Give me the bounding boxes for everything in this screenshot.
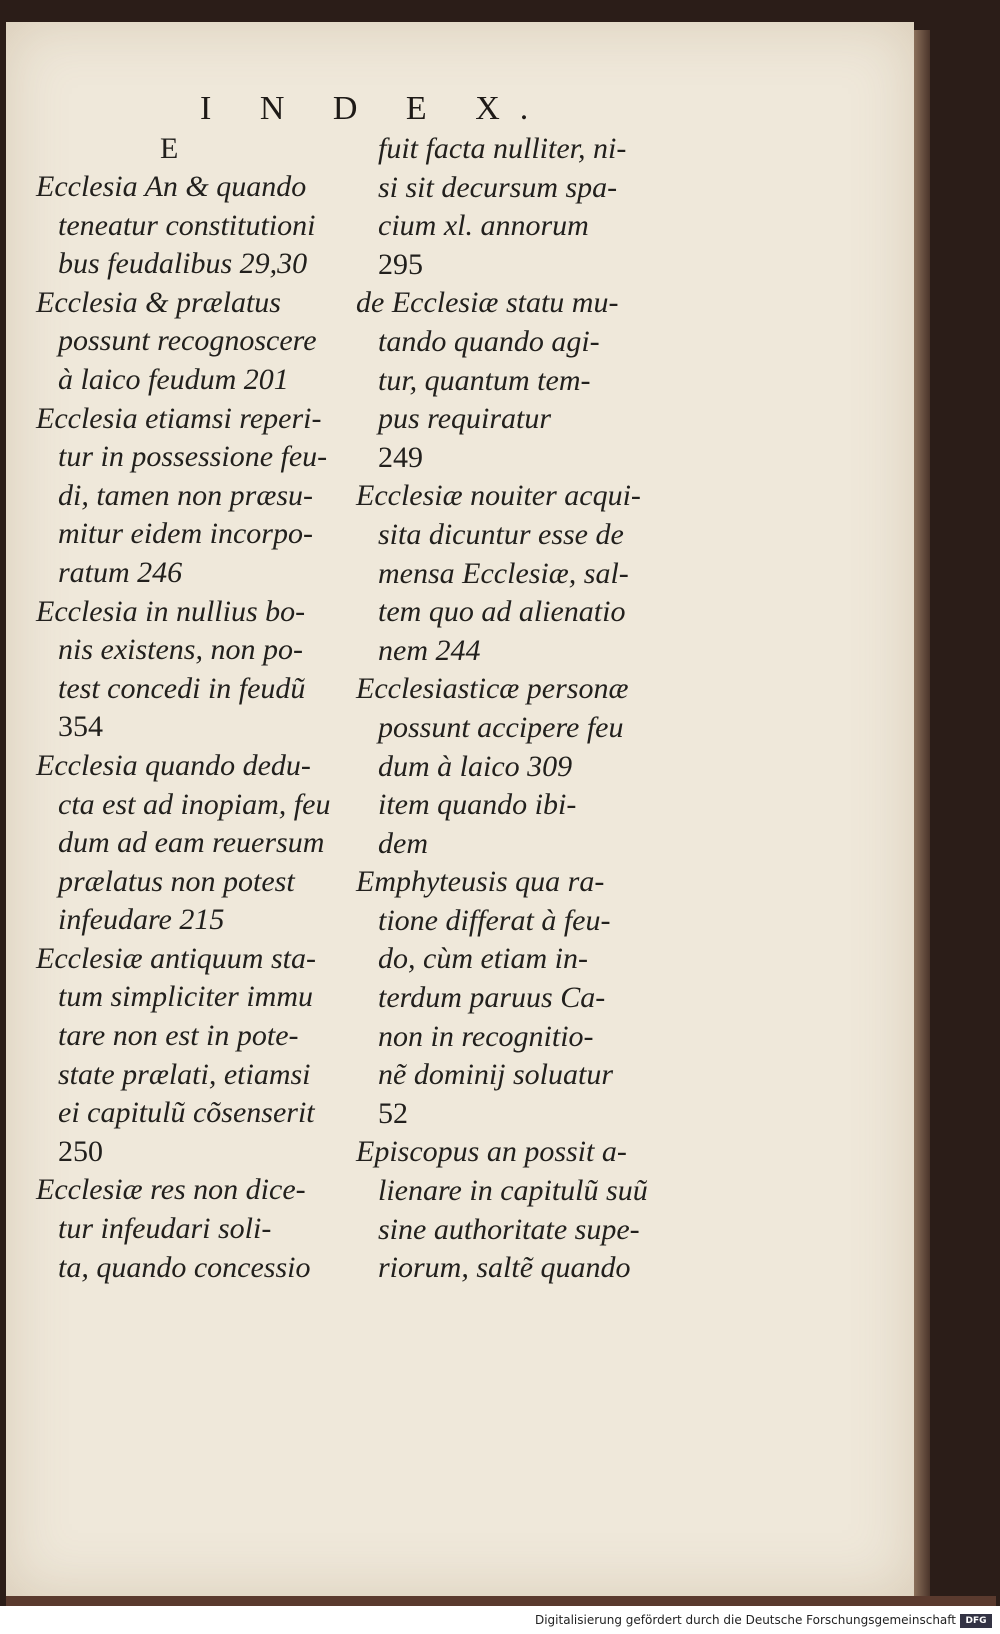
index-line: 354 xyxy=(58,710,103,744)
index-line: terdum paruus Ca- xyxy=(378,981,606,1015)
index-line: pus requiratur xyxy=(378,402,552,436)
digitization-footer xyxy=(0,1606,1000,1634)
index-line: riorum, saltẽ quando xyxy=(378,1251,631,1285)
index-line: Ecclesia etiamsi reperi- xyxy=(36,401,322,435)
index-line: 295 xyxy=(378,247,423,281)
index-line: dem xyxy=(378,826,428,860)
index-line: tando quando agi- xyxy=(378,324,600,358)
index-line: Ecclesiasticæ personæ xyxy=(356,672,629,706)
footer-text: Digitalisierung gefördert durch die Deutsche Forschungsgemeinschaft xyxy=(534,1613,956,1627)
index-line: bus feudalibus 29,30 xyxy=(58,247,308,281)
index-line: dum à laico 309 xyxy=(378,749,573,783)
index-line: si sit decursum spa- xyxy=(378,170,618,204)
index-line: Episcopus an possit a- xyxy=(356,1135,627,1169)
index-line: ratum 246 xyxy=(58,555,183,589)
index-line: ei capitulũ cõsenserit xyxy=(58,1096,315,1130)
index-line: tum simpliciter immu xyxy=(58,980,313,1014)
index-line: Ecclesiæ res non dice- xyxy=(36,1173,306,1207)
index-line: 52 xyxy=(378,1096,408,1130)
index-line: nẽ dominij soluatur xyxy=(378,1058,614,1092)
index-line: sine authoritate supe- xyxy=(378,1212,640,1246)
index-line: Ecclesia An & quando xyxy=(36,170,307,203)
index-line: Ecclesiæ antiquum sta- xyxy=(36,941,316,975)
index-line: dum ad eam reuersum xyxy=(58,826,325,860)
page-title: I N D E X. xyxy=(200,90,549,127)
index-line: tur in possessione feu- xyxy=(58,440,328,474)
index-line: sita dicuntur esse de xyxy=(378,517,624,551)
index-line: prælatus non potest xyxy=(58,864,295,898)
index-line: mitur eidem incorpo- xyxy=(58,517,313,551)
index-line: fuit facta nulliter, ni- xyxy=(378,132,627,165)
index-line: Ecclesia in nullius bo- xyxy=(36,594,306,628)
index-line: infeudare 215 xyxy=(58,903,225,937)
index-line: state prælati, etiamsi xyxy=(58,1057,311,1091)
index-line: tur, quantum tem- xyxy=(378,363,591,397)
index-line: Ecclesiæ nouiter acqui- xyxy=(356,479,641,513)
index-line: test concedi in feudũ xyxy=(58,671,306,705)
index-line: tem quo ad alienatio xyxy=(378,595,626,629)
index-line: di, tamen non præsu- xyxy=(58,478,313,512)
right-column xyxy=(356,130,646,1288)
left-column xyxy=(36,130,336,1287)
index-line: cta est ad inopiam, feu xyxy=(58,787,331,821)
index-line: possunt recognoscere xyxy=(58,324,317,358)
index-line: teneatur constitutioni xyxy=(58,208,316,242)
page-right-edge xyxy=(914,30,930,1596)
index-line: de Ecclesiæ statu mu- xyxy=(356,286,619,320)
index-line: item quando ibi- xyxy=(378,788,577,822)
index-line: nis existens, non po- xyxy=(58,633,303,667)
page-bottom-edge xyxy=(6,1596,996,1606)
index-line: Emphyteusis qua ra- xyxy=(356,865,605,899)
index-line: 250 xyxy=(58,1134,103,1168)
index-line: tione differat à feu- xyxy=(378,903,611,937)
index-line: nem 244 xyxy=(378,633,481,667)
index-line: lienare in capitulũ suũ xyxy=(378,1174,648,1208)
index-line: tur infeudari soli- xyxy=(58,1212,272,1246)
index-line: Ecclesia & prælatus xyxy=(36,285,281,319)
index-line: cium xl. annorum xyxy=(378,209,589,243)
index-line: possunt accipere feu xyxy=(378,710,624,744)
index-line: do, cùm etiam in- xyxy=(378,942,588,976)
index-line: tare non est in pote- xyxy=(58,1019,299,1053)
section-letter: E xyxy=(160,132,179,165)
index-line: ta, quando concessio xyxy=(58,1250,311,1284)
dfg-logo: DFG xyxy=(960,1614,992,1628)
index-line: non in recognitio- xyxy=(378,1019,594,1053)
index-line: Ecclesia quando dedu- xyxy=(36,748,311,782)
index-line: mensa Ecclesiæ, sal- xyxy=(378,556,629,590)
index-line: à laico feudum 201 xyxy=(58,362,289,396)
index-line: 249 xyxy=(378,440,423,474)
